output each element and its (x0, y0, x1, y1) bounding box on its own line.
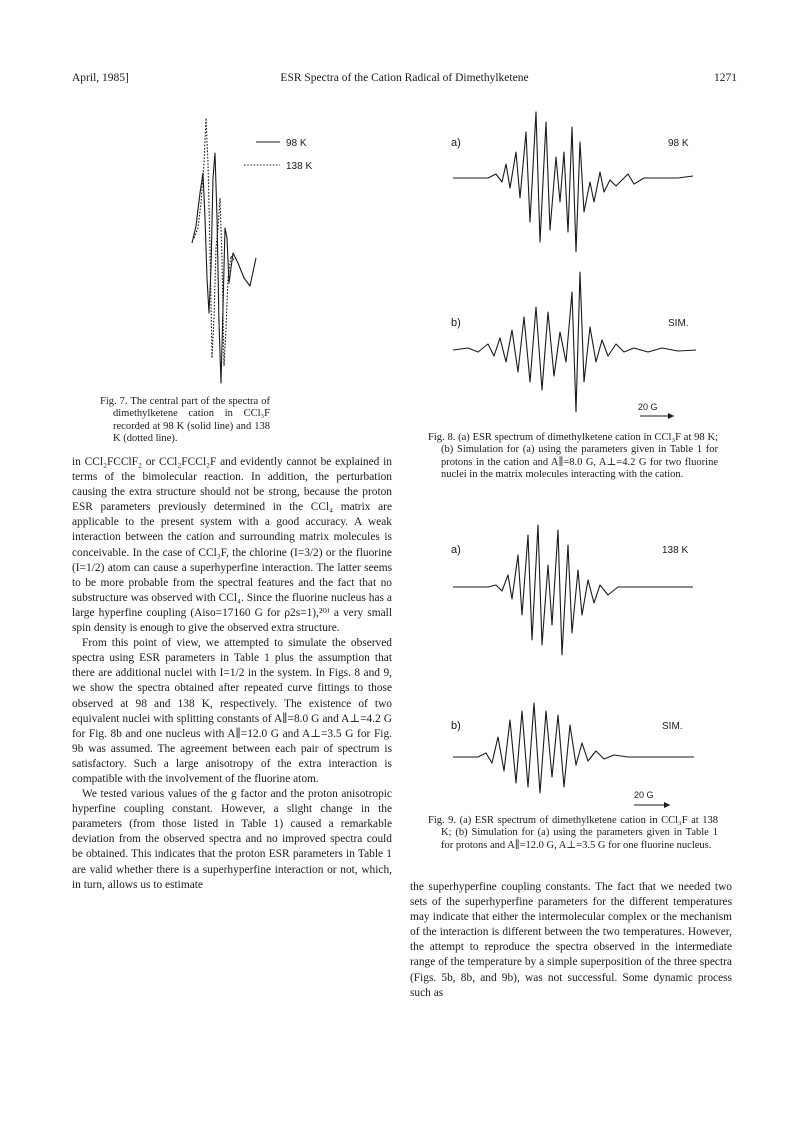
left-column-text (72, 455, 392, 893)
figure-7-caption: Fig. 7. The central part of the spectra of dimethylketene cation in CCl₃F recorded at 98 K (solid line) and 138 K (dotted line). (100, 396, 270, 444)
paragraph: We tested various values of the g factor and the proton anisotropic hyperfine coupling constant. However, a slight change in the parameters (from those listed in Table 1) caused a remarkable deviation from the observed spectra and no improved spectra could be obtained. This indicates that the proton ESR parameters in Table 1 are valid whether there is a superhyperfine interaction or not, which, in turn, allows us to estimate (72, 788, 392, 891)
spectrum-138k-dotted (194, 118, 234, 366)
figure-9-plot (448, 515, 728, 800)
fig8-spectrum-a (453, 112, 693, 252)
figure-8 (448, 112, 728, 432)
fig8-sim-label: SIM. (668, 318, 689, 329)
fig8-label-b: b) (451, 317, 461, 329)
figure-8-plot (448, 112, 728, 432)
fig8-scale-arrow (668, 413, 674, 419)
fig9-label-b: b) (451, 720, 461, 732)
fig9-spectrum-a (453, 525, 693, 655)
page-number: 1271 (714, 72, 737, 84)
legend-solid-label: 98 K (286, 138, 307, 149)
fig8-scale-label: 20 G (638, 402, 658, 412)
paragraph: From this point of view, we attempted to simulate the observed spectra using ESR parameters in Table 1 plus the assumption that there are additional nuclei with I=1/2 in the system. In Figs. 8 and 9, we show the spectra obtained after repeated curve fittings to those observed at 98 and 138 K, respectively. The existence of two equivalent nuclei with splitting constants of A∥=8.0 G and A⊥=4.2 G for Fig. 8b and one nucleus with A∥=12.0 G and A⊥=3.5 G for Fig. 9b was assumed. The agreement between each pair of spectrum is satisfactory. Such a large anisotropy of the extra interaction is compatible with the involvement of the fluorine atom. (72, 637, 392, 785)
fig9-label-a: a) (451, 544, 461, 556)
fig9-scale-label: 20 G (634, 790, 654, 800)
figure-7 (180, 108, 340, 388)
fig9-temp-label: 138 K (662, 545, 689, 556)
header-date: April, 1985] (72, 72, 129, 84)
figure-7-plot (180, 108, 340, 388)
right-column-text (410, 880, 732, 1001)
fig8-label-a: a) (451, 137, 461, 149)
running-header (72, 72, 737, 88)
header-title: ESR Spectra of the Cation Radical of Dimethylketene (280, 72, 529, 84)
fig9-scale-arrow (664, 802, 670, 808)
spectrum-98k-solid (192, 153, 256, 383)
fig9-spectrum-b (453, 703, 694, 793)
figure-9 (448, 515, 728, 800)
fig8-temp-label: 98 K (668, 138, 689, 149)
figure-9-caption: Fig. 9. (a) ESR spectrum of dimethylketene cation in CCl₃F at 138 K; (b) Simulation for (a) using the parameters given in Table 1 for protons and A∥=12.0 G, A⊥=3.5 G for one fluorine nucleus. (428, 815, 718, 851)
paragraph: the superhyperfine coupling constants. The fact that we needed two sets of the superhyperfine parameters for the different temperatures may indicate that either the intermolecular complex or the mechanism of the interaction is different between the two temperatures. However, the attempt to reproduce the spectra observed in the intermediate range of the temperature by a simple superposition of the three spectra (Figs. 5b, 8b, and 9b), was not successful. Some dynamic process such as (410, 881, 732, 999)
figure-8-caption: Fig. 8. (a) ESR spectrum of dimethylketene cation in CCl₃F at 98 K; (b) Simulation for (a) using the parameters given in Table 1 for protons in the cation and A∥=8.0 G, A⊥=4.2 G for two fluorine nuclei in the matrix molecules interacting with the cation. (428, 432, 718, 480)
paragraph: in CCl₂FCClF₂ or CCl₂FCCl₂F and evidently cannot be explained in terms of the bimolecular reaction. In addition, the perturbation causing the extra structure should not be strong, because the proton ESR parameters previously determined in the CCl₄ matrix are applicable to the present system with a good accuracy. A weak interaction between the cation and surrounding matrix molecules is conceivable. In the case of CCl₃F, the chlorine (I=3/2) or the fluorine (I=1/2) atom can cause a superhyperfine interaction. The latter seems to be more probable from the spectral features and the fact that no substructure was observed with CCl₄. Since the fluorine nucleus has a large hyperfine coupling (Aiso=17160 G for ρ2s=1),²⁰⁾ a very small spin density is enough to give the observed extra structure. (72, 456, 392, 635)
fig8-spectrum-b (453, 272, 696, 412)
fig9-sim-label: SIM. (662, 721, 683, 732)
legend-dotted-label: 138 K (286, 161, 313, 172)
